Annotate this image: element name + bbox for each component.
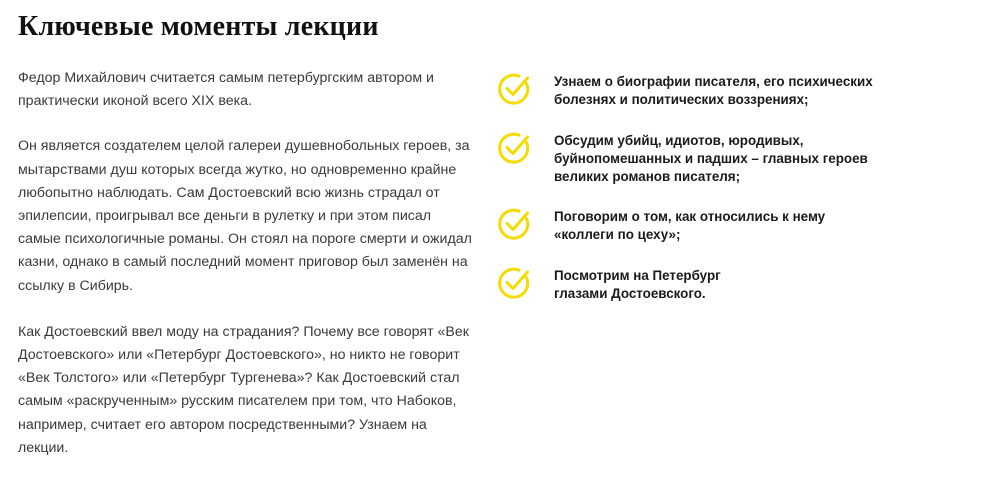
key-point-text: Обсудим убийц, идиотов, юродивых, буйнопомешанных и падших – главных героев великих романов писателя; (554, 133, 868, 185)
description (18, 67, 473, 483)
page-title: Ключевые моменты лекции (18, 11, 379, 42)
description-paragraph: Федор Михайлович считается самым петербургским автором и практически иконой всего XIX века. (18, 70, 434, 110)
key-point-text: Поговорим о том, как относились к нему «коллеги по цеху»; (554, 209, 826, 243)
check-circle-icon (497, 72, 531, 106)
description-paragraph: Он является создателем целой галереи душевнобольных героев, за мытарствами душ которых всегда жутко, но одновременно крайне любопытно наблюдать. Сам Достоевский всю жизнь страдал от эпилепсии, проигрывал все деньги в рулетку и при этом писал самые психологичные романы. Он стоял на пороге смерти и ожидал казни, однако в самый последний момент приговор был заменён на ссылку в Сибирь. (18, 138, 472, 294)
key-points-list (497, 0, 967, 457)
check-circle-icon (497, 131, 531, 165)
key-point-text: Узнаем о биографии писателя, его психических болезнях и политических воззрениях; (554, 74, 873, 108)
check-circle-icon (497, 266, 531, 300)
description-paragraph: Как Достоевский ввел моду на страдания? Почему все говорят «Век Достоевского» или «Петербург Достоевского», но никто не говорит «Век Толстого» или «Петербург Тургенева»? Как Достоевский стал самым «раскрученным» русским писателем при том, что Набоков, например, считает его автором посредственными? Узнаем на лекции. (18, 323, 469, 456)
check-circle-icon (497, 207, 531, 241)
key-point-text: Посмотрим на Петербург глазами Достоевского. (554, 268, 721, 302)
